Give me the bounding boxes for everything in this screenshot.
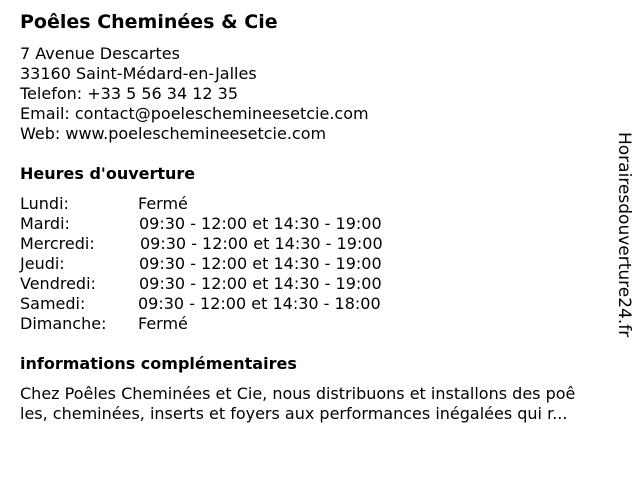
email-line: Email: contact@poeleschemineesetcie.com: [20, 104, 369, 123]
hours-day: Samedi:: [20, 294, 86, 313]
watermark-text: Horairesdouverture24.fr: [614, 132, 634, 338]
hours-time: 09:30 - 12:00 et 14:30 - 19:00: [140, 234, 383, 253]
hours-day: Dimanche:: [20, 314, 107, 333]
description-line-1: Chez Poêles Cheminées et Cie, nous distribuons et installons des poê: [20, 384, 576, 403]
description-line-2: les, cheminées, inserts et foyers aux performances inégalées qui r...: [20, 404, 568, 423]
hours-time: 09:30 - 12:00 et 14:30 - 19:00: [139, 214, 382, 233]
description: [20, 384, 626, 424]
hours-time: 09:30 - 12:00 et 14:30 - 18:00: [138, 294, 381, 313]
hours-time: Fermé: [138, 194, 188, 213]
hours-time: Fermé: [138, 314, 188, 333]
address-city: 33160 Saint-Médard-en-Jalles: [20, 64, 257, 83]
opening-hours-heading: Heures d'ouverture: [20, 164, 196, 183]
hours-day: Lundi:: [20, 194, 69, 213]
phone-line: Telefon: +33 5 56 34 12 35: [20, 84, 239, 103]
business-name: Poêles Cheminées & Cie: [20, 11, 278, 33]
hours-time: 09:30 - 12:00 et 14:30 - 19:00: [139, 254, 382, 273]
hours-day: Jeudi:: [20, 254, 65, 273]
hours-day: Vendredi:: [20, 274, 96, 293]
address-street: 7 Avenue Descartes: [20, 44, 180, 63]
hours-time: 09:30 - 12:00 et 14:30 - 19:00: [139, 274, 382, 293]
site-watermark: [612, 132, 636, 344]
hours-day: Mercredi:: [20, 234, 95, 253]
additional-info-heading: informations complémentaires: [20, 354, 297, 373]
hours-day: Mardi:: [20, 214, 70, 233]
web-line: Web: www.poeleschemineesetcie.com: [20, 124, 327, 143]
